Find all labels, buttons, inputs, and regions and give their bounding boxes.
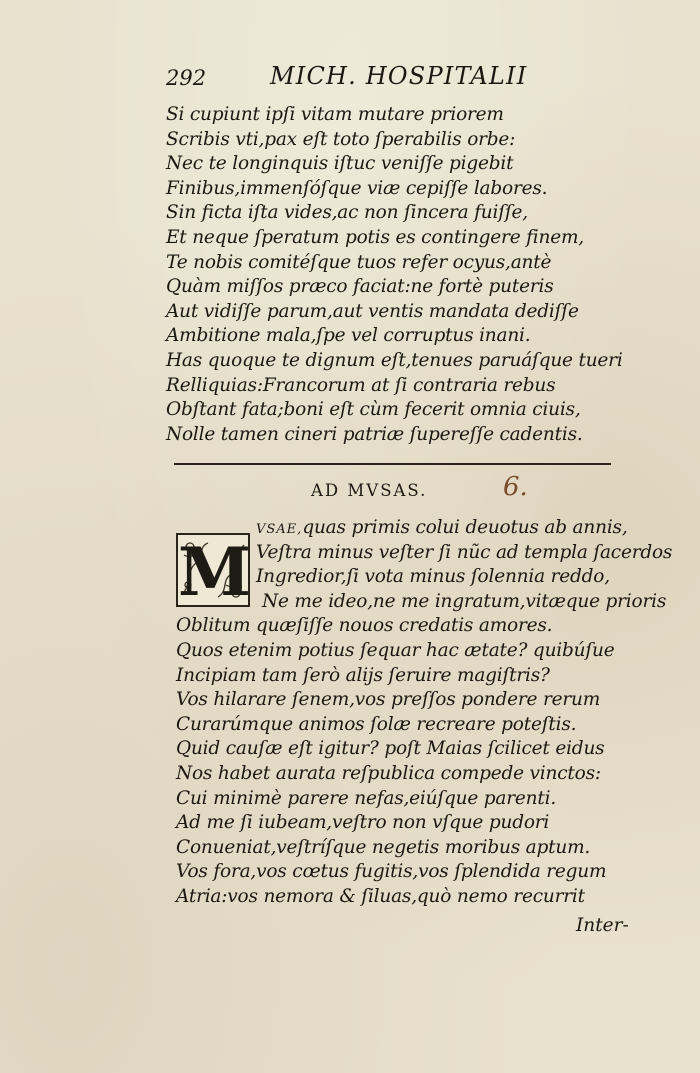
- poem-block: [176, 516, 673, 910]
- poem-line: Oblitum quæſiſſe nouos credatis amores.: [176, 615, 553, 637]
- verse-line: Has quoque te dignum eſt,tenues paruáſque tueri: [166, 349, 623, 371]
- verse-line: Sin ficta iſta vides,ac non ſincera fuiſſe,: [166, 202, 528, 224]
- initial-letter: M: [178, 533, 252, 611]
- verse-line: Quàm miſſos præco faciat:ne fortè puteris: [166, 276, 554, 298]
- poem-line: Ad me ſi iubeam,veſtro non vſque pudori: [176, 812, 550, 834]
- verse-line: Si cupiunt ipſi vitam mutare priorem: [166, 104, 504, 125]
- poem-line: Quid cauſæ eſt igitur? poſt Maias ſcilicet eidus: [176, 738, 605, 760]
- verse-line: Et neque ſperatum potis es contingere finem,: [166, 226, 584, 248]
- poem-line: Cui minimè parere nefas,eiúſque parenti.: [176, 787, 557, 809]
- verse-block: [166, 103, 623, 447]
- catchword: Inter-: [576, 915, 629, 936]
- page-header: [166, 60, 546, 94]
- poem-line: [176, 516, 626, 541]
- page-number: 292: [166, 66, 207, 90]
- poem-line: Curarúmque animos ſolæ recreare poteſtis.: [176, 713, 577, 735]
- verse-line: Te nobis comitéſque tuos refer ocyus,antè: [166, 251, 552, 273]
- verse-line: Nec te longinquis iſtuc veniſſe pigebit: [166, 153, 514, 175]
- poem-line: Conueniat,veſtríſque negetis moribus aptum.: [176, 836, 591, 858]
- verse-line: Ambitione mala,ſpe vel corruptus inani.: [166, 325, 531, 347]
- verse-line: Relliquias:Francorum at ſi contraria rebus: [166, 374, 556, 396]
- verse-line: Scribis vti,pax eſt toto ſperabilis orbe:: [166, 128, 516, 150]
- poem-line: Nos habet aurata reſpublica compede vinctos:: [176, 762, 601, 784]
- poem-line: Veſtra minus veſter ſi nũc ad templa ſacerdos: [256, 541, 673, 563]
- section-title: AD MVSAS.: [311, 481, 428, 500]
- first-word-smallcaps: VSAE,: [256, 522, 303, 537]
- handwritten-annotation: 6.: [503, 472, 528, 502]
- poem-line: Ne me ideo,ne me ingratum,vitæque prioris: [262, 590, 667, 612]
- verse-line: Finibus,immenſóſque viæ cepiſſe labores.: [166, 177, 548, 199]
- running-head: MICH. HOSPITALII: [270, 62, 528, 90]
- poem-line: Incipiam tam ſerò alijs ſeruire magiſtris?: [176, 664, 550, 686]
- first-line-rest: quas primis colui deuotus ab annis,: [302, 517, 628, 538]
- section-divider: [174, 463, 611, 465]
- verse-line: Nolle tamen cineri patriæ ſupereſſe cadentis.: [166, 423, 583, 445]
- verse-line: Aut vidiſſe parum,aut ventis mandata dediſſe: [166, 300, 579, 322]
- poem-line: Ingredior,ſi vota minus ſolennia reddo,: [256, 566, 610, 588]
- poem-line: Vos fora,vos cœtus fugitis,vos ſplendida regum: [176, 861, 607, 883]
- verse-line: Obſtant fata;boni eſt cùm fecerit omnia ciuis,: [166, 399, 581, 421]
- poem-line: Quos etenim potius ſequar hac ætate? quibúſue: [176, 639, 615, 661]
- poem-line: Atria:vos nemora & ſiluas,quò nemo recurrit: [176, 885, 585, 907]
- poem-line: Vos hilarare ſenem,vos preſſos pondere rerum: [176, 689, 601, 711]
